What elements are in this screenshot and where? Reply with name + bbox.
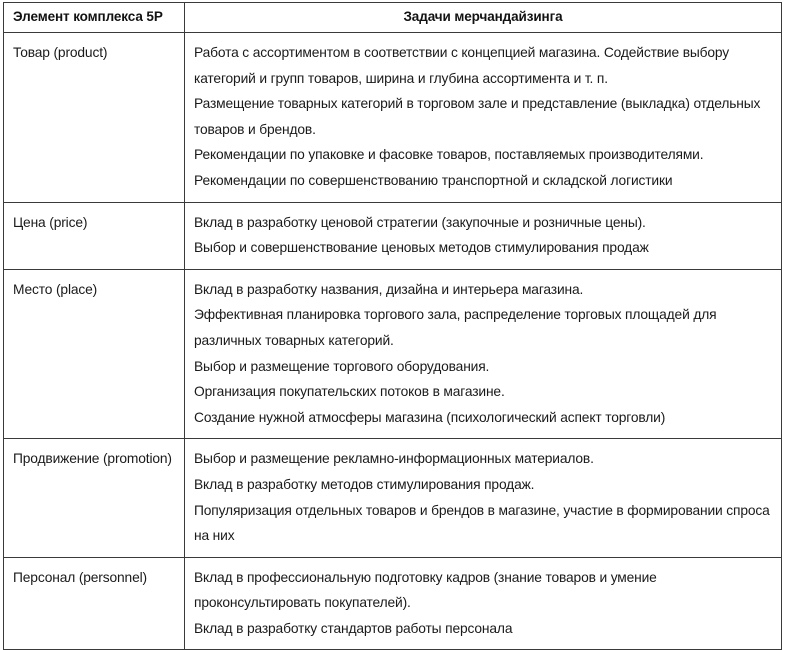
table-row	[4, 557, 782, 650]
header-element-5p: Элемент комплекса 5Р	[4, 3, 185, 33]
merchandising-tasks-table	[3, 2, 782, 650]
task-line: Создание нужной атмосферы магазина (психологический аспект торговли)	[194, 409, 666, 425]
header-merchandising-tasks: Задачи мерчандайзинга	[185, 3, 782, 33]
table-header	[4, 3, 782, 33]
table-container	[3, 2, 781, 650]
header-row	[4, 3, 782, 33]
row-tasks-product	[185, 33, 782, 203]
row-tasks-place	[185, 269, 782, 439]
task-line: Рекомендации по совершенствованию транспортной и складской логистики	[194, 172, 673, 188]
task-line: Вклад в профессиональную подготовку кадров (знание товаров и умение проконсультировать покупателей).	[194, 569, 657, 611]
row-label-place: Место (place)	[4, 269, 185, 439]
task-line: Вклад в разработку методов стимулирования продаж.	[194, 476, 535, 492]
row-label-promotion: Продвижение (promotion)	[4, 439, 185, 557]
task-line: Размещение товарных категорий в торговом зале и представление (выкладка) отдельных товаров и брендов.	[194, 96, 761, 137]
task-line: Популяризация отдельных товаров и брендов в магазине, участие в формировании спроса на них	[194, 502, 770, 544]
task-line: Выбор и размещение рекламно-информационных материалов.	[194, 451, 594, 467]
task-line: Рекомендации по упаковке и фасовке товаров, поставляемых производителями.	[194, 147, 704, 163]
table-row	[4, 439, 782, 557]
table-row	[4, 33, 782, 203]
row-tasks-promotion	[185, 439, 782, 557]
table-body	[4, 33, 782, 650]
task-line: Организация покупательских потоков в магазине.	[194, 384, 505, 400]
task-line: Вклад в разработку стандартов работы персонала	[194, 620, 513, 636]
row-tasks-personnel	[185, 557, 782, 650]
task-line: Выбор и размещение торгового оборудования.	[194, 358, 490, 374]
task-line: Эффективная планировка торгового зала, распределение торговых площадей для различных товарных категорий.	[194, 307, 717, 348]
task-line: Вклад в разработку названия, дизайна и интерьера магазина.	[194, 281, 584, 297]
row-label-price: Цена (price)	[4, 202, 185, 269]
row-label-personnel: Персонал (personnel)	[4, 557, 185, 650]
task-line: Выбор и совершенствование ценовых методов стимулирования продаж	[194, 240, 649, 256]
row-label-product: Товар (product)	[4, 33, 185, 203]
row-tasks-price	[185, 202, 782, 269]
task-line: Работа с ассортиментом в соответствии с концепцией магазина. Содействие выбору категорий и групп товаров, ширина и глубина ассортимента и т. п.	[194, 45, 730, 86]
table-row	[4, 269, 782, 439]
task-line: Вклад в разработку ценовой стратегии (закупочные и розничные цены).	[194, 214, 646, 230]
table-row	[4, 202, 782, 269]
